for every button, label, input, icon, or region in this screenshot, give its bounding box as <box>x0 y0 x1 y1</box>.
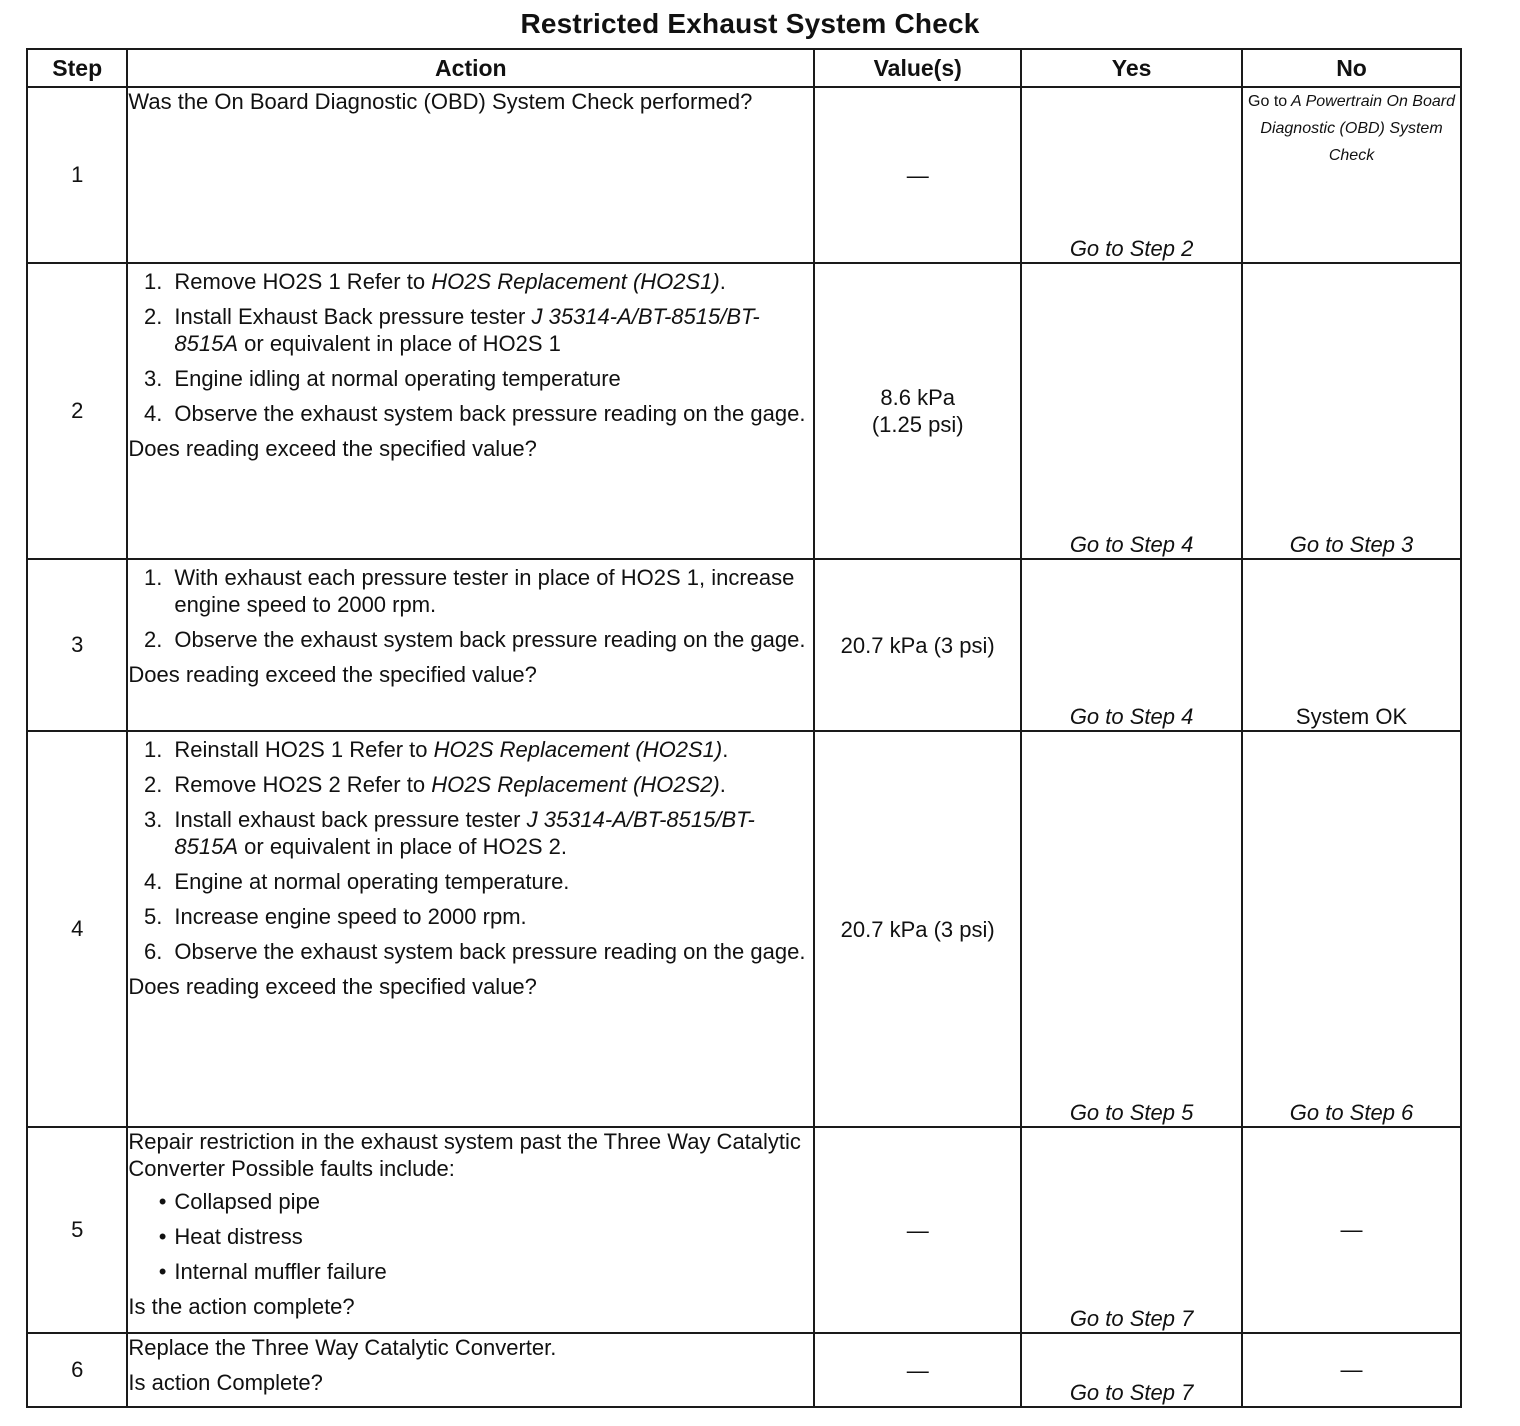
list-item <box>128 1188 813 1215</box>
step-number: 3 <box>27 559 127 731</box>
action-text: Repair restriction in the exhaust system past the Three Way Catalytic Converter Possible faults include: <box>128 1129 801 1181</box>
no-cell: Go to Step 6 <box>1242 731 1461 1127</box>
header-step: Step <box>27 49 127 87</box>
step-number: 4 <box>27 731 127 1127</box>
procedure-list <box>128 564 813 653</box>
list-item <box>128 806 813 860</box>
action-cell <box>127 263 814 559</box>
item-text-end: or equivalent in place of HO2S 1 <box>238 331 561 356</box>
diagnostic-table <box>26 48 1462 1408</box>
action-cell <box>127 731 814 1127</box>
item-text-end: . <box>719 772 726 797</box>
table-row-step-3 <box>27 559 1461 731</box>
header-row <box>27 49 1461 87</box>
list-item <box>128 564 813 618</box>
item-reference: HO2S Replacement (HO2S1) <box>431 269 720 294</box>
item-number: 1. <box>144 269 163 294</box>
item-text: Remove HO2S 2 Refer to <box>174 772 432 797</box>
item-text-end: or equivalent in place of HO2S 2. <box>238 834 567 859</box>
header-yes: Yes <box>1021 49 1242 87</box>
question-text: Does reading exceed the specified value? <box>128 662 537 687</box>
item-text: With exhaust each pressure tester in place of HO2S 1, increase engine speed to 2000 rpm. <box>174 565 795 617</box>
list-item <box>128 1223 813 1250</box>
action-text: Replace the Three Way Catalytic Converter. <box>128 1335 557 1360</box>
page-title: Restricted Exhaust System Check <box>520 8 980 39</box>
value-cell: — <box>814 1127 1021 1333</box>
item-text: Remove HO2S 1 Refer to <box>174 269 432 294</box>
list-item <box>128 303 813 357</box>
value-line: (1.25 psi) <box>871 412 964 437</box>
item-number: 2. <box>144 627 163 652</box>
question-text: Is the action complete? <box>128 1294 355 1319</box>
item-number: 1. <box>144 737 163 762</box>
item-text: Install exhaust back pressure tester <box>174 807 527 832</box>
item-number: 3. <box>144 366 163 391</box>
action-text: Was the On Board Diagnostic (OBD) System Check performed? <box>128 89 753 114</box>
list-item <box>128 626 813 653</box>
item-reference: J 35314-A/BT-8515/BT-8515A <box>174 807 755 859</box>
item-number: 4. <box>144 869 163 894</box>
item-text: Engine idling at normal operating temperature <box>174 366 621 391</box>
value-cell <box>814 263 1021 559</box>
step-number: 2 <box>27 263 127 559</box>
value-cell: — <box>814 87 1021 263</box>
question-text: Does reading exceed the specified value? <box>128 974 537 999</box>
item-text: Install Exhaust Back pressure tester <box>174 304 532 329</box>
yes-cell: Go to Step 4 <box>1021 263 1242 559</box>
yes-cell: Go to Step 4 <box>1021 559 1242 731</box>
no-cell <box>1242 87 1461 263</box>
bullet-text: Heat distress <box>174 1224 303 1249</box>
question-text: Is action Complete? <box>128 1370 323 1395</box>
item-text-end: . <box>722 737 729 762</box>
procedure-list <box>128 268 813 427</box>
no-cell: — <box>1242 1333 1461 1407</box>
table-row-step-2 <box>27 263 1461 559</box>
item-reference: HO2S Replacement (HO2S1) <box>433 737 723 762</box>
list-item <box>128 268 813 295</box>
bullet-icon: • <box>158 1224 167 1249</box>
item-number: 6. <box>144 939 163 964</box>
yes-cell: Go to Step 5 <box>1021 731 1242 1127</box>
question-text: Does reading exceed the specified value? <box>128 436 537 461</box>
list-item <box>128 365 813 392</box>
action-cell <box>127 1333 814 1407</box>
list-item <box>128 771 813 798</box>
list-item <box>128 903 813 930</box>
step-number: 5 <box>27 1127 127 1333</box>
item-reference: J 35314-A/BT-8515/BT-8515A <box>174 304 760 356</box>
header-no: No <box>1242 49 1461 87</box>
bullet-text: Collapsed pipe <box>174 1189 320 1214</box>
list-item <box>128 868 813 895</box>
list-item <box>128 400 813 427</box>
no-cell: System OK <box>1242 559 1461 731</box>
no-go-reference: A Powertrain On Board Diagnostic (OBD) System Check <box>1260 93 1455 164</box>
item-text: Increase engine speed to 2000 rpm. <box>174 904 527 929</box>
item-number: 1. <box>144 565 163 590</box>
item-number: 3. <box>144 807 163 832</box>
item-number: 2. <box>144 772 163 797</box>
header-values: Value(s) <box>814 49 1021 87</box>
step-number: 1 <box>27 87 127 263</box>
yes-cell: Go to Step 2 <box>1021 87 1242 263</box>
item-text: Observe the exhaust system back pressure reading on the gage. <box>174 627 806 652</box>
action-cell <box>127 559 814 731</box>
no-cell: Go to Step 3 <box>1242 263 1461 559</box>
bullet-icon: • <box>158 1259 167 1284</box>
procedure-list <box>128 736 813 965</box>
list-item <box>128 736 813 763</box>
bullet-text: Internal muffler failure <box>174 1259 387 1284</box>
item-text: Reinstall HO2S 1 Refer to <box>174 737 434 762</box>
item-number: 4. <box>144 401 163 426</box>
bullet-icon: • <box>158 1189 167 1214</box>
item-number: 2. <box>144 304 163 329</box>
yes-cell: Go to Step 7 <box>1021 1127 1242 1333</box>
item-text: Engine at normal operating temperature. <box>174 869 570 894</box>
item-reference: HO2S Replacement (HO2S2) <box>431 772 720 797</box>
value-line: 8.6 kPa <box>880 385 955 410</box>
list-item <box>128 1258 813 1285</box>
item-text: Observe the exhaust system back pressure reading on the gage. <box>174 939 806 964</box>
table-row-step-5 <box>27 1127 1461 1333</box>
action-cell <box>127 1127 814 1333</box>
step-number: 6 <box>27 1333 127 1407</box>
list-item <box>128 938 813 965</box>
value-cell: — <box>814 1333 1021 1407</box>
item-text-end: . <box>719 269 726 294</box>
no-go-prefix: Go to <box>1248 93 1288 110</box>
table-row-step-1 <box>27 87 1461 263</box>
header-action: Action <box>127 49 814 87</box>
item-number: 5. <box>144 904 163 929</box>
table-row-step-6 <box>27 1333 1461 1407</box>
yes-cell: Go to Step 7 <box>1021 1333 1242 1407</box>
faults-list <box>128 1188 813 1285</box>
action-cell <box>127 87 814 263</box>
item-text: Observe the exhaust system back pressure reading on the gage. <box>174 401 806 426</box>
value-cell: 20.7 kPa (3 psi) <box>814 731 1021 1127</box>
table-row-step-4 <box>27 731 1461 1127</box>
value-cell: 20.7 kPa (3 psi) <box>814 559 1021 731</box>
no-cell: — <box>1242 1127 1461 1333</box>
